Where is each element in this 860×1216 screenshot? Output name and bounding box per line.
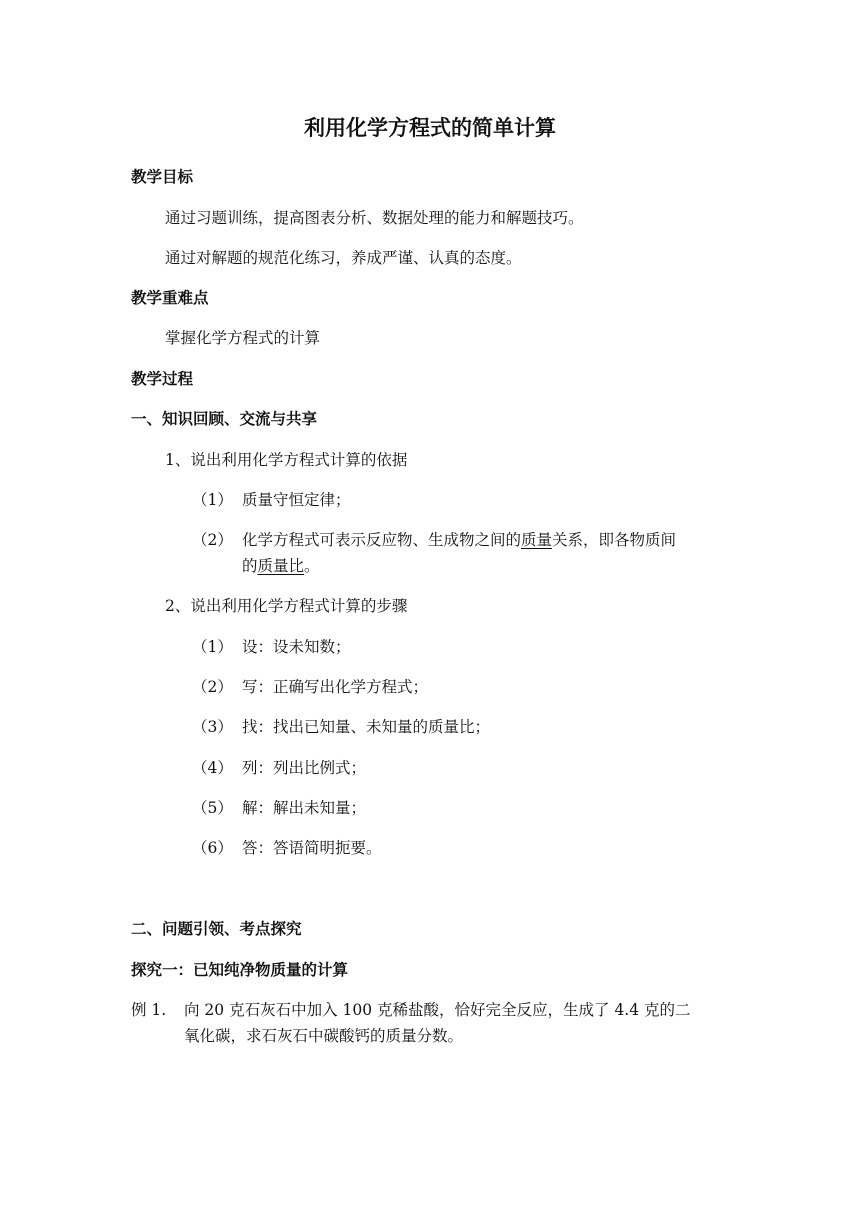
objectives-heading: 教学目标 bbox=[131, 168, 194, 186]
part1-heading: 一、知识回顾、交流与共享 bbox=[131, 410, 318, 428]
step-1-num: （1） bbox=[192, 638, 233, 656]
step-3-text: 找：找出已知量、未知量的质量比； bbox=[242, 718, 491, 736]
explore1-heading: 探究一：已知纯净物质量的计算 bbox=[131, 961, 349, 979]
page-title: 利用化学方程式的简单计算 bbox=[304, 116, 556, 140]
basis-2-num: （2） bbox=[192, 531, 233, 549]
step-4-text: 列：列出比例式； bbox=[242, 759, 367, 777]
objective-2: 通过对解题的规范化练习，养成严谨、认真的态度。 bbox=[165, 249, 522, 267]
step-2-num: （2） bbox=[192, 678, 233, 696]
example1-line2: 氧化碳，求石灰石中碳酸钙的质量分数。 bbox=[184, 1027, 464, 1045]
step-6-num: （6） bbox=[192, 839, 233, 857]
key-point-1: 掌握化学方程式的计算 bbox=[165, 329, 321, 347]
part2-heading: 二、问题引领、考点探究 bbox=[131, 920, 302, 938]
step-6-text: 答：答语简明扼要。 bbox=[242, 839, 382, 857]
step-5-text: 解：解出未知量； bbox=[242, 799, 367, 817]
example1-label: 例 1. bbox=[131, 1001, 167, 1019]
objective-1: 通过习题训练，提高图表分析、数据处理的能力和解题技巧。 bbox=[165, 209, 584, 227]
step-4-num: （4） bbox=[192, 759, 233, 777]
question-2: 2、说出利用化学方程式计算的步骤 bbox=[165, 597, 408, 615]
basis-2-line1: 化学方程式可表示反应物、生成物之间的质量关系，即各物质间 bbox=[242, 531, 677, 549]
basis-1-text: 质量守恒定律； bbox=[242, 491, 351, 509]
underlined-term: 质量 bbox=[521, 531, 553, 549]
key-points-heading: 教学重难点 bbox=[131, 289, 209, 307]
basis-2-line2: 的质量比。 bbox=[242, 557, 320, 575]
process-heading: 教学过程 bbox=[131, 370, 194, 388]
example1-line1: 向 20 克石灰石中加入 100 克稀盐酸，恰好完全反应，生成了 4.4 克的二 bbox=[184, 1001, 691, 1019]
question-1: 1、说出利用化学方程式计算的依据 bbox=[165, 451, 408, 469]
step-1-text: 设：设未知数； bbox=[242, 638, 351, 656]
underlined-term: 质量比 bbox=[257, 557, 305, 575]
basis-1-num: （1） bbox=[192, 491, 233, 509]
step-5-num: （5） bbox=[192, 799, 233, 817]
step-3-num: （3） bbox=[192, 718, 233, 736]
step-2-text: 写：正确写出化学方程式； bbox=[242, 678, 429, 696]
